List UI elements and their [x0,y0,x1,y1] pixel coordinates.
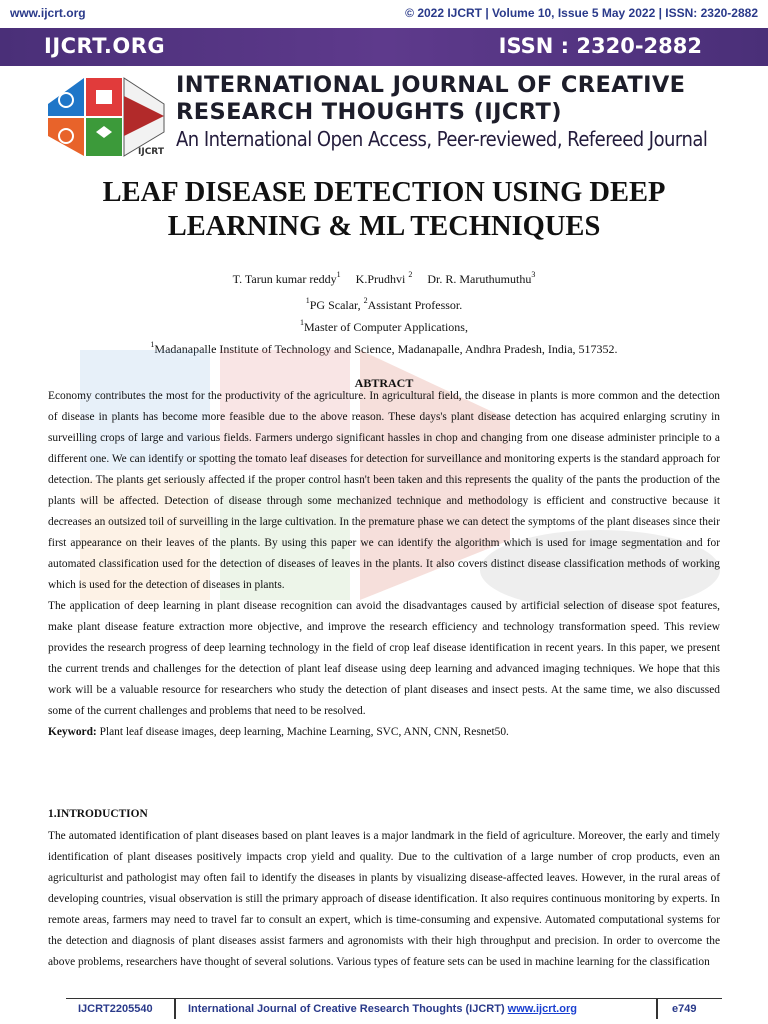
logo-text: IJCRT [138,147,164,157]
author-name: K.Prudhvi [355,272,406,286]
page-footer [66,998,722,1021]
keyword-text: Plant leaf disease images, deep learning, Machine Learning, SVC, ANN, CNN, Resnet50. [96,726,509,738]
affil-role: PG Scalar, [309,298,364,312]
journal-name-line1: INTERNATIONAL JOURNAL OF CREATIVE [176,72,686,98]
paper-id: IJCRT2205540 [78,1003,153,1015]
keyword-label: Keyword: [48,726,97,738]
author-sup: 3 [531,270,536,279]
footer-divider [174,999,176,1019]
affil-sup: 1 [300,318,304,327]
author-list [0,272,768,287]
abstract-heading: ABTRACT [354,376,414,390]
affiliation-line2 [0,320,768,335]
issue-info: © 2022 IJCRT | Volume 10, Issue 5 May 2022 | ISSN: 2320-2882 [405,6,758,20]
keywords [48,722,720,743]
affil-institute: Madanapalle Institute of Technology and Science, Madanapalle, Andhra Pradesh, India, 517352. [154,342,618,356]
affil-dept: Master of Computer Applications, [304,320,468,334]
author-sup: 2 [408,270,413,279]
abstract-body [48,386,720,743]
banner-left: IJCRT.ORG [44,34,166,58]
header-line [10,6,758,22]
site-url[interactable]: www.ijcrt.org [10,6,86,20]
banner-right: ISSN : 2320-2882 [498,34,702,58]
abstract-paragraph-1: Economy contributes the most for the productivity of the agriculture. In agricultural field, the disease in plants is more common and the detection of disease in plants has become more feasible due to the above reason. These days's plant disease detection has acquired enlarging scrutiny in surveilling crops of large and various fields. Farmers undergo significant hassles in chop and changing from one disease administer principle to a different one. We can identify or spotting the tomato leaf diseases for detection for surveillance and monitoring experts is the standard approach for detection. The plants get seriously affected if the proper control hasn't been taken and this represents the quality of the pants the production of the plants will be affected. Detection of disease through some mechanized technique and methodology is efficient and constructive because it decreases an outsized toil of surveilling in the large cultivation. In the premature phase we can detect the symptoms of the plant diseases since their first appearance on their leaves of the plants. By using this paper we can identify the algorithm which is used for image segmentation and for automated classification used for the detection of diseases of leaves in the plants. It also covers distinct disease classification methods of working which is used for the detection of diseases in plants. [48,390,720,591]
journal-logo [46,72,170,162]
journal-subtitle: An International Open Access, Peer-reviewed, Refereed Journal [176,127,708,151]
author-name: T. Tarun kumar reddy [232,272,337,286]
affiliation-line1 [0,298,768,313]
introduction-body [48,826,720,973]
journal-name-line2: RESEARCH THOUGHTS (IJCRT) [176,99,562,125]
affil-sup: 1 [305,296,310,305]
paper-title-line2: LEARNING & ML TECHNIQUES [167,211,601,242]
affiliation-line3 [0,342,768,357]
paper-title-line1: LEAF DISEASE DETECTION USING DEEP [102,177,666,208]
affil-sup: 1 [150,340,155,349]
paper-title [0,176,768,244]
footer-url[interactable]: www.ijcrt.org [507,1003,577,1015]
section-heading-introduction: 1.INTRODUCTION [48,808,148,820]
author-sup: 1 [336,270,341,279]
footer-journal-name: International Journal of Creative Research Thoughts (IJCRT) [188,1003,508,1015]
affil-sup: 2 [363,296,368,305]
introduction-paragraph: The automated identification of plant diseases based on plant leaves is a major landmark in the field of agriculture. Moreover, the early and timely identification of plant diseases positively impacts crop yield and quality. Due to the cultivation of a large number of crop products, even an agriculturist and pathologist may often fail to identify the diseases in plants by visualizing disease-affected leaves. However, in the rural areas of developing countries, visual observation is still the primary approach of disease identification. It also requires continuous monitoring by experts. In remote areas, farmers may need to travel far to consult an expert, which is time-consuming and expensive. Automated computational systems for the detection and diagnosis of plant diseases assist farmers and agronomists with their high throughput and precision. In order to overcome the above problems, researchers have thought of several solutions. Various types of feature sets can be used in machine learning for the classification [48,830,720,968]
abstract-paragraph-2: The application of deep learning in plant disease recognition can avoid the disadvantages caused by artificial selection of disease spot features, make plant disease feature extraction more objective, and improve the research efficiency and technology transformation speed. This review provides the research progress of deep learning technology in the field of crop leaf disease identification in recent years. In this paper, we present the current trends and challenges for the detection of plant leaf disease using deep learning and advanced imaging techniques. We hope that this work will be a valuable resource for researchers who study the detection of plant diseases and insect pests. At the same time, we also discussed some of the current challenges and problems that need to be resolved. [48,600,720,717]
affil-role: Assistant Professor. [367,298,463,312]
footer-journal [188,1003,577,1015]
page-number: e749 [672,1003,697,1015]
journal-banner [0,28,768,66]
author-name: Dr. R. Maruthumuthu [427,272,532,286]
footer-divider [656,999,658,1019]
journal-name [176,72,685,126]
